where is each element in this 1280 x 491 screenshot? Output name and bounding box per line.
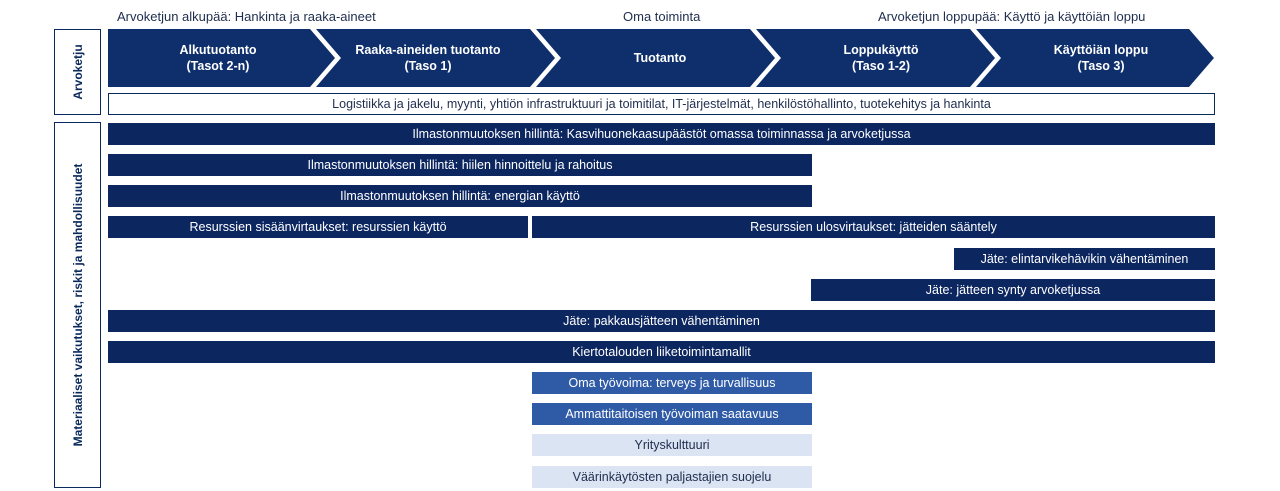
stage-1-title: Alkutuotanto (179, 43, 257, 57)
topic-bar-carbon-pricing: Ilmastonmuutoksen hillintä: hiilen hinnoittelu ja rahoitus (108, 154, 812, 176)
stage-raaka-aineiden-tuotanto (328, 29, 528, 87)
material-topics-side-label: Materiaaliset vaikutukset, riskit ja mahdollisuudet (70, 163, 85, 447)
value-chain-side-label: Arvoketju (70, 44, 85, 100)
topic-bar-ghg-emissions: Ilmastonmuutoksen hillintä: Kasvihuonekaasupäästöt omassa toiminnassa ja arvoketjussa (108, 123, 1215, 145)
topic-bar-food-waste: Jäte: elintarvikehävikin vähentäminen (954, 248, 1215, 270)
stage-kayttoian-loppu (1001, 29, 1201, 87)
topic-bar-energy-use: Ilmastonmuutoksen hillintä: energian käyttö (108, 185, 812, 207)
stage-3-title: Tuotanto (633, 51, 687, 65)
stage-2-title: Raaka-aineiden tuotanto (355, 43, 501, 57)
topic-bar-whistleblower-protection: Väärinkäytösten paljastajien suojelu (532, 466, 812, 488)
own-operations-label: Oma toiminta (623, 9, 701, 24)
downstream-label: Arvoketjun loppupää: Käyttö ja käyttöiän loppu (878, 9, 1146, 24)
stage-4-subtitle: (Taso 1-2) (851, 59, 911, 73)
stage-4-title: Loppukäyttö (843, 43, 919, 57)
stage-5-title: Käyttöiän loppu (1053, 43, 1149, 57)
topic-bar-health-safety: Oma työvoima: terveys ja turvallisuus (532, 372, 812, 394)
stage-loppukaytto (781, 29, 981, 87)
upstream-label: Arvoketjun alkupää: Hankinta ja raaka-aineet (117, 9, 376, 24)
support-activities-bar: Logistiikka ja jakelu, myynti, yhtiön infrastruktuuri ja toimitilat, IT-järjestelmät, henkilöstöhallinto, tuotekehitys ja hankinta (108, 93, 1215, 115)
topic-bar-corporate-culture: Yrityskulttuuri (532, 434, 812, 456)
topic-bar-waste-generation: Jäte: jätteen synty arvoketjussa (811, 279, 1215, 301)
topic-bar-circular-economy: Kiertotalouden liiketoimintamallit (108, 341, 1215, 363)
stage-alkutuotanto (118, 29, 318, 87)
stage-tuotanto (560, 29, 760, 87)
topic-bar-resource-inflows: Resurssien sisäänvirtaukset: resurssien käyttö (108, 216, 528, 238)
topic-bar-skilled-workforce: Ammattitaitoisen työvoiman saatavuus (532, 403, 812, 425)
topic-bar-packaging-waste: Jäte: pakkausjätteen vähentäminen (108, 310, 1215, 332)
topic-bar-resource-outflows: Resurssien ulosvirtaukset: jätteiden sääntely (532, 216, 1215, 238)
stage-5-subtitle: (Taso 3) (1077, 59, 1125, 73)
stage-1-subtitle: (Tasot 2-n) (186, 59, 250, 73)
material-topics-side-box (54, 122, 101, 488)
stage-2-subtitle: (Taso 1) (404, 59, 452, 73)
